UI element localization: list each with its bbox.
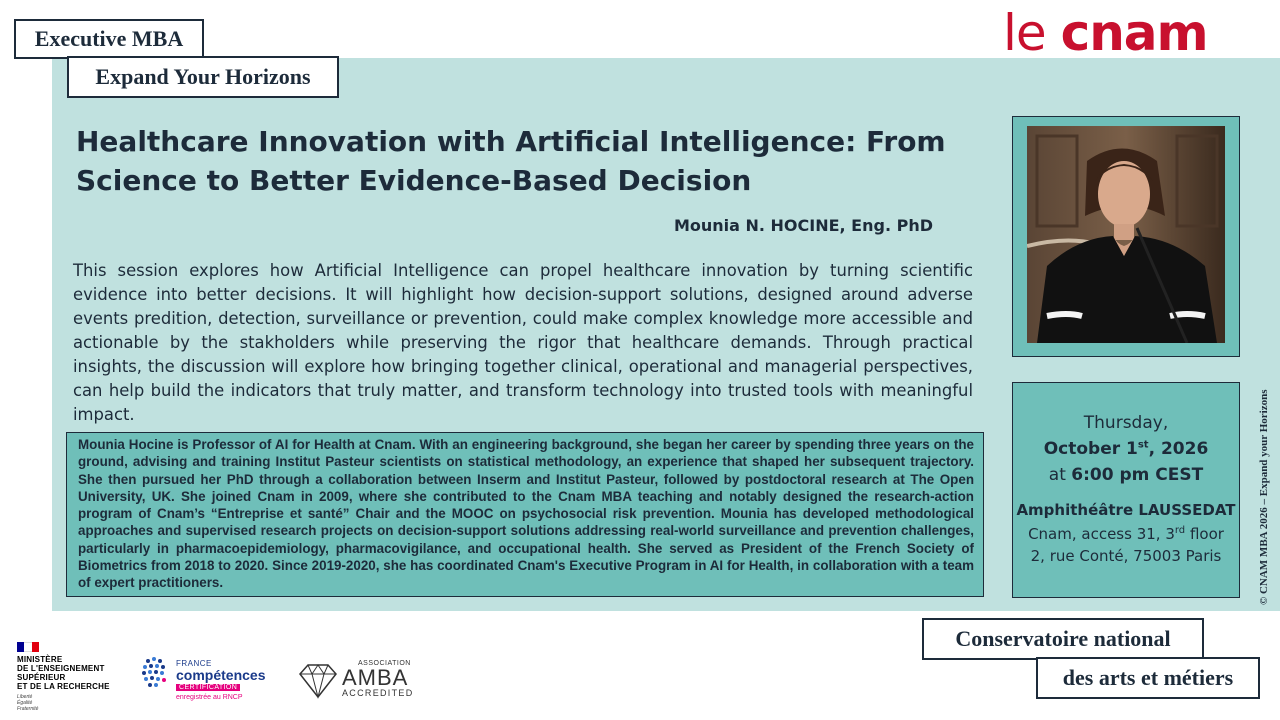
- france-competences-dots-icon: [140, 655, 174, 689]
- speaker-photo-frame: [1012, 116, 1240, 357]
- fc-line2: compétences: [176, 667, 266, 683]
- event-date-main: October 1: [1043, 439, 1138, 459]
- speaker-bio: Mounia Hocine is Professor of AI for Health at Cnam. With an engineering background, she began her career by spending three years on the ground, advising and training Institut Pasteur scientists on statistical methodology, an experience that shaped her subsequent trajectory. She then pursued her PhD through a collaboration between Inserm and Institut Pasteur, followed by postdoctoral research at The Open University, UK. She joined Cnam in 2009, where she contributed to the Cnam MBA teaching and notably designed the research-action program of Cnam’s “Entreprise et santé” Chair and the MOOC on psychosocial risk prevention. Mounia has developed methodological approaches and supervised research projects on decision-support solutions addressing real-world surveillance and prevention challenges, particularly in pharmacoepidemiology, pharmacovigilance, and occupational health. She served as President of the French Society of Biometrics from 2018 to 2020. Since 2019-2020, she has coordinated Cnam's Executive Program in AI for Health, in collaboration with a team of expert practitioners.: [78, 437, 974, 591]
- logo-le: le: [1003, 4, 1046, 62]
- speaker-bio-box: [66, 432, 984, 597]
- institution-name-line2: des arts et métiers: [1036, 657, 1260, 699]
- event-address-post: floor: [1185, 525, 1224, 543]
- slogan-tag: Expand Your Horizons: [67, 56, 339, 98]
- event-room: Amphithéâtre LAUSSEDAT: [1016, 501, 1236, 519]
- ministere-line2: DE L'ENSEIGNEMENT: [17, 664, 105, 673]
- copyright-text: © CNAM MBA 2026 – Expand your Horizons: [1258, 389, 1270, 605]
- fc-line3: CERTIFICATION: [176, 684, 240, 691]
- logo-cnam: cnam: [1060, 4, 1208, 62]
- speaker-name: Mounia N. HOCINE, Eng. PhD: [673, 216, 933, 235]
- program-tag: Executive MBA: [14, 19, 204, 59]
- ministere-line4: ET DE LA RECHERCHE: [17, 682, 110, 691]
- ministere-line3: SUPÉRIEUR: [17, 673, 66, 682]
- event-time: [1013, 465, 1239, 485]
- amba-accredited: ACCREDITED: [342, 688, 414, 698]
- speaker-photo-illustration: [1027, 126, 1225, 343]
- event-address-sup: rd: [1174, 525, 1186, 536]
- talk-description: This session explores how Artificial Intelligence can propel healthcare innovation by turning scientific evidence into better decisions. It will highlight how decision-support solutions, designed around adverse events predition, detection, surveillance or prevention, could make complex knowledge more accessible and actionable by the stakholders while preserving the rigor that healthcare demands. Through practical insights, the discussion will explore how bringing together clinical, operational and managerial perspectives, can help build the indicators that truly matter, and transform technology into trusted tools with meaningful impact.: [73, 261, 973, 424]
- talk-title: Healthcare Innovation with Artificial Intelligence: From Science to Better Evidence-Based Decision: [76, 125, 946, 197]
- event-date-sup: st: [1137, 439, 1149, 451]
- french-flag-icon: [17, 642, 39, 652]
- speaker-photo: [1027, 126, 1225, 343]
- ministere-logo: [17, 642, 127, 712]
- ministere-motto-2: Égalité: [17, 700, 33, 706]
- amba-association: ASSOCIATION: [358, 660, 411, 667]
- amba-name: AMBA: [342, 665, 409, 690]
- event-day: Thursday,: [1083, 413, 1169, 433]
- fc-line4: enregistrée au RNCP: [176, 694, 243, 701]
- ministere-line1: MINISTÈRE: [17, 655, 63, 664]
- france-competences-logo: [140, 655, 270, 705]
- amba-logo: [296, 660, 416, 702]
- event-time-value: 6:00 pm CEST: [1071, 465, 1204, 485]
- event-address-pre: Cnam, access 31, 3: [1028, 525, 1175, 543]
- ministere-motto-3: Fraternité: [17, 706, 39, 712]
- event-date-year: , 2026: [1148, 439, 1209, 459]
- fc-line1: FRANCE: [176, 659, 212, 668]
- event-time-prefix: at: [1048, 465, 1072, 485]
- event-info-box: [1012, 382, 1240, 598]
- institution-name-line1: Conservatoire national: [922, 618, 1204, 660]
- event-address-line2: 2, rue Conté, 75003 Paris: [1030, 547, 1222, 565]
- event-date: [1013, 439, 1239, 459]
- ministere-motto-1: Liberté: [17, 694, 33, 700]
- cnam-logo: [1003, 4, 1208, 62]
- event-address-line1: [1013, 525, 1239, 543]
- amba-diamond-icon: [296, 662, 340, 700]
